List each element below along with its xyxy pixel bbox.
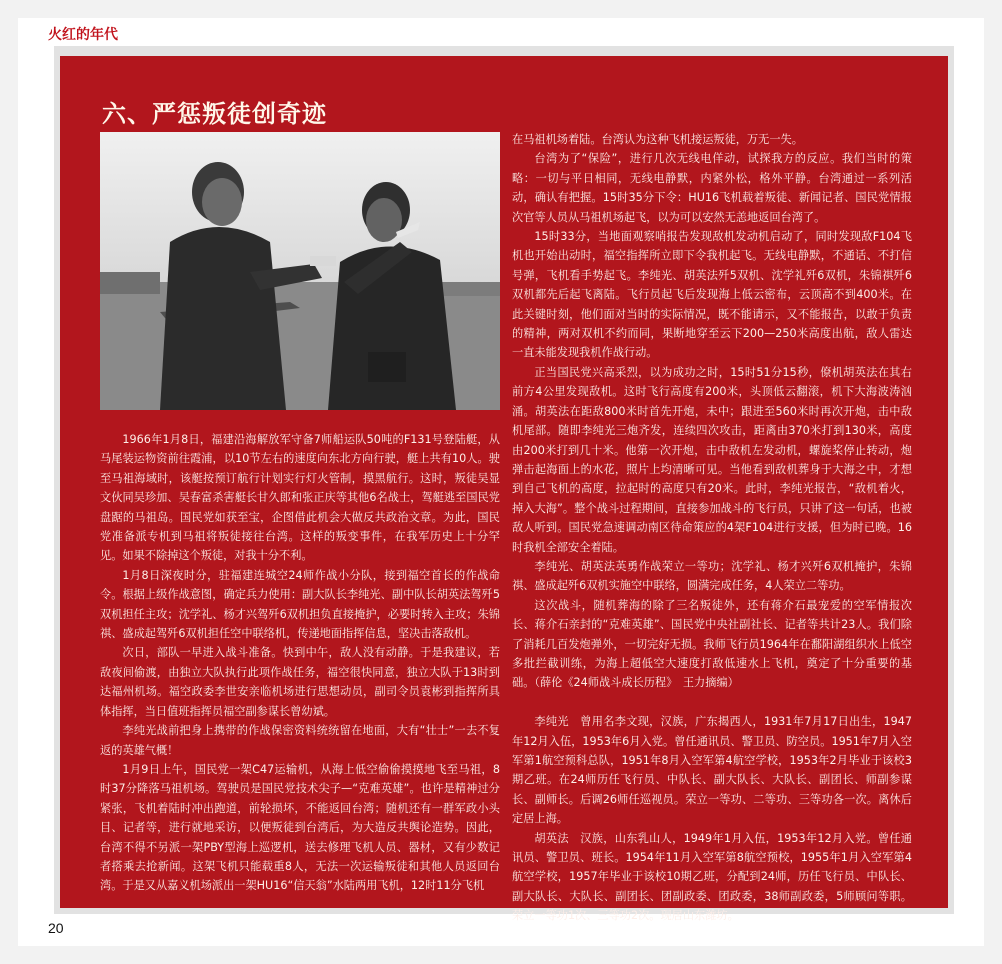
- biography-paragraph: 胡英法 汉族，山东乳山人，1949年1月入伍，1953年12月入党。曾任通讯员、警卫员、班长。1954年11月入空军第8航空预校，1955年1月入空军第4航空学校，1957年毕业于该校10期乙班，分配到24师，历任飞行员、中队长、副大队长、大队长、副团长、团副政委、团政委，38师副政委，5师顾问等职。荣立一等功1次、三等功2次。现居山东潍坊。: [512, 831, 912, 923]
- left-text-column: [100, 430, 500, 896]
- article-paragraph: 1月9日上午，国民党一架C47运输机，从海上低空偷偷摸摸地飞至马祖，8时37分降落马祖机场。驾驶员是国民党技术尖子—“克难英雄”。也许是精神过分紧张，飞机着陆时冲出跑道，前轮损坏，不能返回台湾；随机还有一群军政小头目、记者等，进行就地采访，以便叛徒到台湾后，为大造反共舆论造势。因此，台湾不得不另派一架PBY型海上巡逻机，送去修理飞机人员、器材，又有少数记者搭乘去抢新闻。这架飞机只能载重8人，无法一次运输叛徒和其他人员返回台湾。于是又从嘉义机场派出一架HU16“信天翁”水陆两用飞机，12时11分飞机: [100, 762, 500, 893]
- article-paragraph: 李纯光、胡英法英勇作战荣立一等功；沈学礼、杨才兴歼6双机掩护，朱锦祺、盛成起歼6双机实施空中联络，圆满完成任务，4人荣立二等功。: [512, 559, 912, 593]
- article-paragraph: 李纯光战前把身上携带的作战保密资料统统留在地面，大有“壮士”一去不复返的英雄气概！: [100, 724, 500, 757]
- article-panel: [60, 56, 948, 923]
- article-paragraph: 在马祖机场着陆。台湾认为这种飞机接运叛徒，万无一失。: [512, 133, 803, 146]
- right-text-column: [512, 130, 912, 926]
- magazine-page: [18, 18, 984, 946]
- article-paragraph: 这次战斗，随机葬海的除了三名叛徒外，还有蒋介石最宠爱的空军情报次长、蒋介石亲封的“克难英雄”、国民党中央社副社长、记者等共计23人。我们除了消耗几百发炮弹外，一切完好无损。我师飞行员1964年在鄱阳湖组织水上低空多批拦截训练，为海上超低空大速度打敌低速水上飞机，奠定了十分重要的基础。（薛伦《24师战斗成长历程》 王力摘编）: [512, 598, 912, 690]
- biography-paragraph: 李纯光 曾用名李文现，汉族，广东揭西人，1931年7月17日出生，1947年12月入伍，1953年6月入党。曾任通讯员、警卫员、防空员。1951年7月入空军第1航空预科总队，1951年8月入空军第4航空学校，1953年2月毕业于该校3期乙班。在24师历任飞行员、中队长、副大队长、大队长、副团长、师副参谋长、副师长。后调26师任巡视员。荣立一等功、二等功、三等功各一次。离休后定居上海。: [512, 715, 912, 826]
- article-paragraph: 15时33分，当地面观察哨报告发现敌机发动机启动了，同时发现敌F104飞机也开始出动时，福空指挥所立即下令我机起飞。无线电静默，不通话、不打信号弹，飞机看手势起飞。李纯光、胡英法歼5双机、沈学礼歼6双机，朱锦祺歼6双机都先后起飞离陆。飞行员起飞后发现海上低云密布，云顶高不到400米。在此关键时刻，他们面对当时的实际情况，既不能请示，又不能报告，以敢于负责的精神，两对双机不约而同，果断地穿至云下200—250米高度出航，敌人雷达一直未能发现我机作战行动。: [512, 230, 912, 360]
- section-title: 六、严惩叛徒创奇迹: [102, 99, 327, 128]
- article-paragraph: 次日，部队一早进入战斗准备。快到中午，敌人没有动静。于是我建议，若敌夜间偷渡，由独立大队执行此项作战任务，福空很快同意，独立大队于13时到达福州机场。福空政委李世安亲临机场进行思想动员，副司令员袁彬到指挥所具体指挥，当日值班指挥员福空副参谋长曾幼斌。: [100, 646, 500, 718]
- article-paragraph: 1966年1月8日，福建沿海解放军守备7师船运队50吨的F131号登陆艇，从马尾装运物资前往霞浦，以10节左右的速度向东北方向行驶，艇上共有10人。驶至马祖海域时，该艇按预订航行计划实行灯火管制，摸黑航行。这时，叛徒吴显文伙同吴珍加、吴春富杀害艇长甘久郎和张正庆等其他6名战士，驾艇逃至国民党盘踞的马祖岛。国民党如获至宝，企图借此机会大做反共政治文章。为此，国民党准备派专机到马祖将叛徒接往台湾。这样的叛变事件，在我军历史上十分罕见。如果不除掉这个叛徒，对我十分不利。: [100, 433, 500, 563]
- photo-two-pilots-illustration: [100, 132, 500, 410]
- article-frame: [54, 46, 954, 923]
- running-head-title: 火红的年代: [48, 27, 118, 43]
- historical-photo: [100, 132, 500, 410]
- article-paragraph: 正当国民党兴高采烈，以为成功之时，15时51分15秒，僚机胡英法在其右前方4公里发现敌机。这时飞行高度有200米，头顶低云翻滚，机下大海波涛汹涌。胡英法在距敌800米时首先开炮，未中；跟进至560米时再次开炮，击中敌机尾部。随即李纯光三炮齐发，连续四次攻击，距离由370米打到130米，高度由200米打到几十米。他第一次开炮，击中敌机左发动机，螺旋桨停止转动，炮弹击起海面上的水花，照片上均清晰可见。当他看到敌机葬身于大海之中，才想到自己飞机的高度，拉起时的高度只有20米。此时，李纯光报告，“敌机着火，掉入大海”。整个战斗过程期间，直接参加战斗的飞行员，只讲了这一句话，也被敌人听到。国民党急速调动南区待命策应的4架F104进行支援，但为时已晚。16时我机全部安全着陆。: [512, 365, 912, 554]
- article-paragraph: 台湾为了“保险”，进行几次无线电佯动，试探我方的反应。我们当时的策略：一切与平日相同，无线电静默，内紧外松，格外平静。台湾通过一系列活动，确认有把握。15时35分下令：HU16飞机载着叛徒、新闻记者、国民党情报次官等人员从马祖机场起飞，以为可以安然无恙地返回台湾了。: [512, 152, 912, 224]
- article-paragraph: 1月8日深夜时分，驻福建连城空24师作战小分队，接到福空首长的作战命令。根据上级作战意图，确定兵力使用：副大队长李纯光、副中队长胡英法驾歼5双机担任主攻；沈学礼、杨才兴驾歼6双机担负直接掩护，必要时转入主攻；朱锦祺、盛成起驾歼6双机担任空中联络机，传递地面指挥信息，坚决击落敌机。: [100, 568, 500, 641]
- page-number: 20: [48, 920, 64, 936]
